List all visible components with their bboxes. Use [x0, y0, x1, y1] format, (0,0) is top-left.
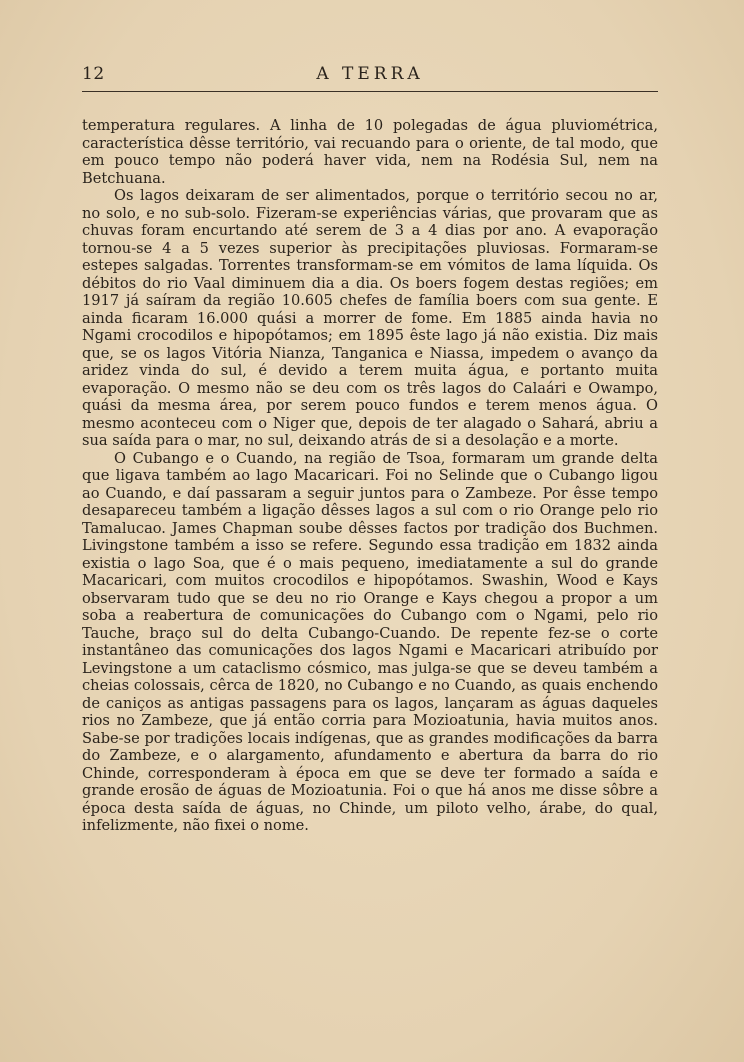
- page-header: [82, 62, 658, 88]
- paragraph-continuation: temperatura regulares. A linha de 10 polegadas de água pluviométrica, característica dêsse território, vai recuando para o oriente, de tal modo, que em pouco tempo não poderá haver vida, nem na Rodésia Sul, nem na Betchuana.: [82, 117, 658, 187]
- running-title: A TERRA: [316, 64, 424, 84]
- body-text: [82, 117, 658, 835]
- header-rule: [82, 91, 658, 92]
- page-number: 12: [82, 64, 105, 84]
- paragraph-cubango: O Cubango e o Cuando, na região de Tsoa, formaram um grande delta que ligava também ao lago Macaricari. Foi no Selinde que o Cubango ligou ao Cuando, e daí passaram a seguir juntos para o Zambeze. Por êsse tempo desapareceu também a ligação dêsses lagos a sul com o rio Orange pelo rio Tamalucao. James Chapman soube dêsses factos por tradição dos Buchmen. Livingstone também a isso se refere. Segundo essa tradição em 1832 ainda existia o lago Soa, que é o mais pequeno, imediatamente a sul do grande Macaricari, com muitos crocodilos e hipopótamos. Swashin, Wood e Kays observaram tudo que se deu no rio Orange e Kays chegou a propor a um soba a reabertura de comunicações do Cubango com o Ngami, pelo rio Tauche, braço sul do delta Cubango-Cuando. De repente fez-se o corte instantâneo das comunicações dos lagos Ngami e Macaricari atribuído por Levingstone a um cataclismo cósmico, mas julga-se que se deveu também a cheias colossais, cêrca de 1820, no Cubango e no Cuando, as quais enchendo de caniços as antigas passagens para os lagos, lançaram as águas daqueles rios no Zambeze, que já então corria para Mozioatunia, havia muitos anos. Sabe-se por tradições locais indígenas, que as grandes modificações da barra do Zambeze, e o alargamento, afundamento e abertura da barra do rio Chinde, corresponderam à época em que se deve ter formado a saída e grande erosão de águas de Mozioatunia. Foi o que há anos me disse sôbre a época desta saída de águas, no Chinde, um piloto velho, árabe, do qual, infelizmente, não fixei o nome.: [82, 449, 658, 834]
- paragraph-lakes: Os lagos deixaram de ser alimentados, porque o território secou no ar, no solo, e no sub-solo. Fizeram-se experiências várias, que provaram que as chuvas foram encurtando até serem de 3 a 4 dias por ano. A evaporação tornou-se 4 a 5 vezes superior às precipitações pluviosas. Formaram-se estepes salgadas. Torrentes transformam-se em vómitos de lama líquida. Os débitos do rio Vaal diminuem dia a dia. Os boers fogem destas regiões; em 1917 já saíram da região 10.605 chefes de família boers com sua gente. E ainda ficaram 16.000 quási a morrer de fome. Em 1885 ainda havia no Ngami crocodilos e hipopótamos; em 1895 êste lago já não existia. Diz mais que, se os lagos Vitória Nianza, Tanganica e Niassa, impedem o avanço da aridez vinda do sul, é devido a terem muita água, e portanto muita evaporação. O mesmo não se deu com os três lagos do Calaári e Owampo, quási da mesma área, por serem pouco fundos e terem menos água. O mesmo aconteceu com o Niger que, depois de ter alagado o Sahará, abriu a sua saída para o mar, no sul, deixando atrás de si a desolação e a morte.: [82, 187, 658, 449]
